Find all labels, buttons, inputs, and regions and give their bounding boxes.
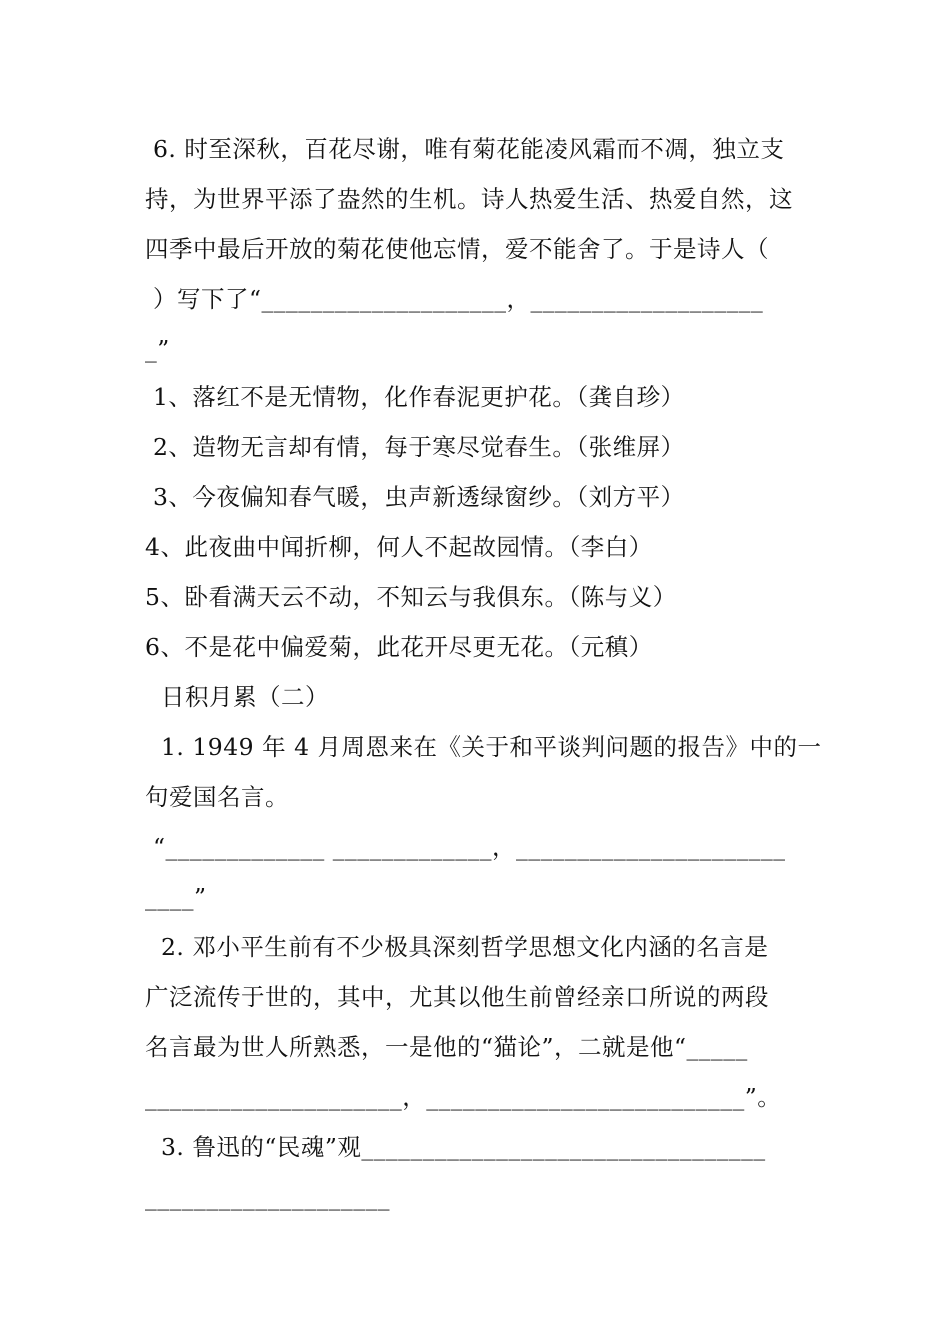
item-3-line-2: ____________________: [145, 1183, 390, 1211]
option-6: 6、不是花中偏爱菊，此花开尽更无花。（元稹）: [145, 633, 653, 661]
item-2-line-4: _____________________，__________________________”。: [145, 1083, 782, 1111]
item-1-line-4: ____”: [145, 883, 207, 911]
item-1-line-3: “_____________ _____________，______________________: [145, 833, 786, 861]
item-2-line-1: 2. 邓小平生前有不少极具深刻哲学思想文化内涵的名言是: [145, 933, 769, 961]
item-3-line-1: 3. 鲁迅的“民魂”观_________________________________: [145, 1133, 766, 1161]
question-6-line-3: 四季中最后开放的菊花使他忘情，爱不能舍了。于是诗人（: [145, 235, 769, 263]
question-6-line-2: 持，为世界平添了盎然的生机。诗人热爱生活、热爱自然，这: [145, 185, 793, 213]
option-3: 3、今夜偏知春气暖，虫声新透绿窗纱。（刘方平）: [145, 483, 685, 511]
item-2-line-3: 名言最为世人所熟悉，一是他的“猫论”，二就是他“_____: [145, 1033, 748, 1061]
section-title: 日积月累（二）: [145, 683, 329, 711]
option-2: 2、造物无言却有情，每于寒尽觉春生。（张维屏）: [145, 433, 685, 461]
question-6-line-1: 6. 时至深秋，百花尽谢，唯有菊花能凌风霜而不凋，独立支: [145, 135, 785, 163]
item-1-line-1: 1. 1949 年 4 月周恩来在《关于和平谈判问题的报告》中的一: [145, 733, 822, 761]
option-1: 1、落红不是无情物，化作春泥更护花。（龚自珍）: [145, 383, 685, 411]
option-5: 5、卧看满天云不动，不知云与我俱东。（陈与义）: [145, 583, 677, 611]
option-4: 4、此夜曲中闻折柳，何人不起故园情。（李白）: [145, 533, 653, 561]
question-6-line-4: ）写下了“____________________，___________________: [145, 285, 764, 313]
question-6-line-5: _”: [145, 335, 170, 363]
item-1-line-2: 句爱国名言。: [145, 783, 289, 811]
item-2-line-2: 广泛流传于世的，其中，尤其以他生前曾经亲口所说的两段: [145, 983, 769, 1011]
